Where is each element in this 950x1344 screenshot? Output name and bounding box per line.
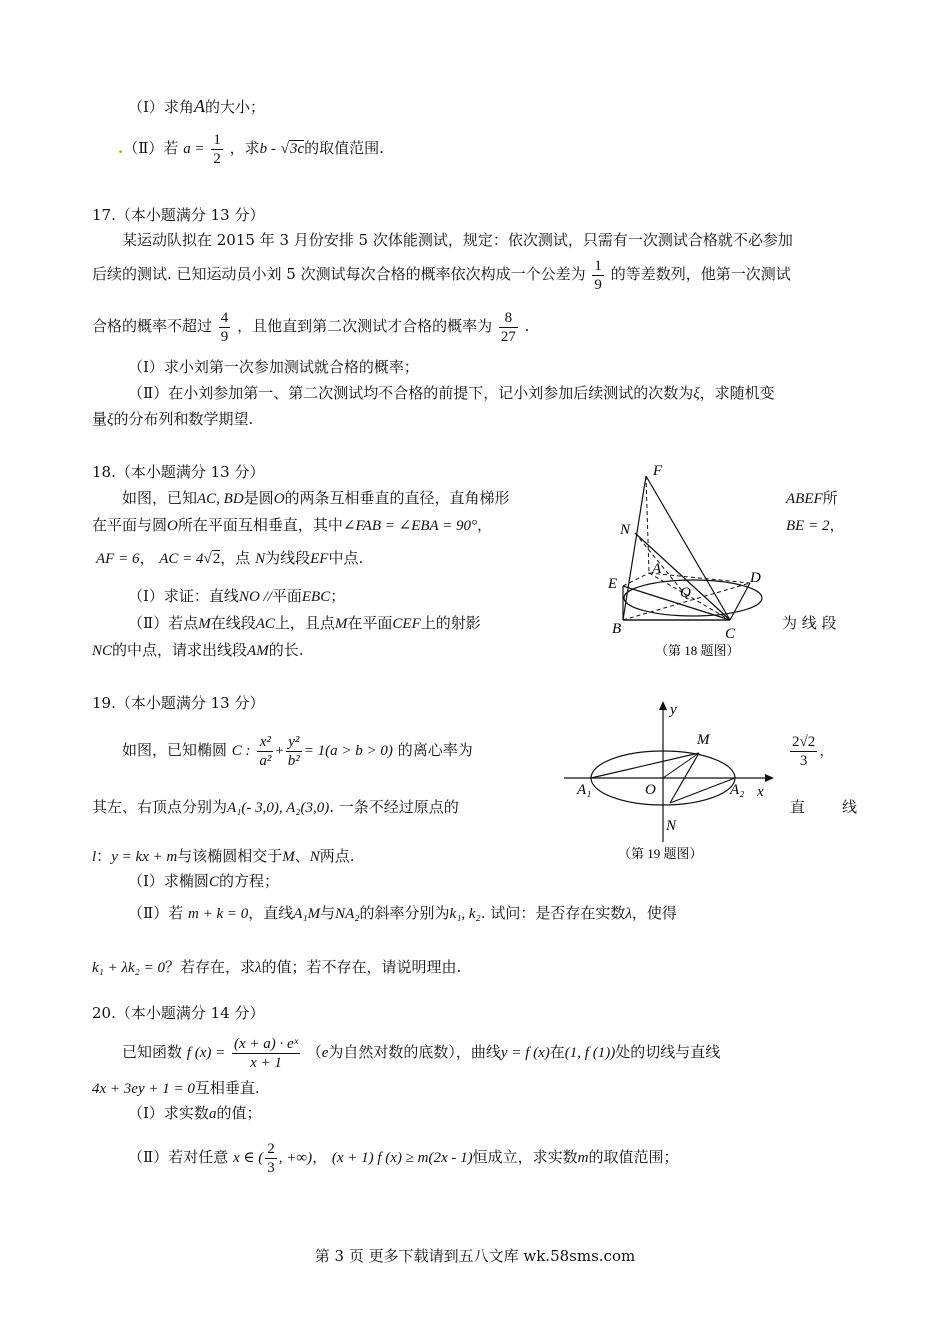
q19-label-o: O xyxy=(645,782,656,798)
q18-label-f: F xyxy=(653,463,663,479)
q19-line2-zhi: 直 xyxy=(790,798,806,816)
q19-part2-cont: k₁ + λk₂ = 0？若存在，求λ的值；若不存在，请说明理由. xyxy=(92,958,462,976)
q17-line1: 某运动队拟在 2015 年 3 月份安排 5 次体能测试，规定：依次测试，只需有一次测试合格就不必参加 xyxy=(122,231,793,249)
q17-part2: （Ⅱ）在小刘参加第一、第二次测试均不合格的前提下，记小刘参加后续测试的次数为ξ，求随机变 xyxy=(128,384,775,402)
q19-line1: 如图，已知椭圆 C : $\frac{\text{x²}}{\text{a²}}$ + $\frac{\text{y²}}{\text{b²}}$ = 1(a > b > 0) 的离心率为 xyxy=(122,733,473,769)
q18-line2-right: BE = 2， xyxy=(786,516,845,534)
q19-label-n: N xyxy=(666,818,677,834)
q19-line1-right: $\frac{2√2}{3}$ ， xyxy=(792,733,835,769)
q19-label-m: M xyxy=(697,732,710,748)
q18-figure xyxy=(600,458,780,663)
q19-line3: l：y = kx + m与该椭圆相交于M、N两点. xyxy=(92,847,355,865)
page-footer: 第 3 页 更多下载请到五八文库 wk.58sms.com xyxy=(314,1247,636,1265)
q20-line2: 4x + 3ey + 1 = 0互相垂直. xyxy=(92,1079,260,1097)
q18-line3: AF = 6， AC = 4√2，点 N为线段EF中点. xyxy=(96,549,364,567)
q19-label-y: y xyxy=(670,702,677,718)
q18-label-a: A xyxy=(652,561,662,577)
q17-part1: （Ⅰ）求小刘第一次参加测试就合格的概率； xyxy=(128,358,419,376)
q16-part2: .（Ⅱ）若 a = $\frac{1}{2}$ ，求b - √3c的取值范围. xyxy=(118,131,384,167)
q18-header: 18.（本小题满分 13 分） xyxy=(92,463,265,481)
q19-label-a2: A₂ xyxy=(730,782,745,798)
q20-part1: （Ⅰ）求实数a的值； xyxy=(128,1104,262,1122)
q20-part2: （Ⅱ）若对任意 x ∈ ( $\frac{2}{3}$ , +∞)， (x + 1) f (x) ≥ m(2x - 1)恒成立，求实数m的取值范围； xyxy=(128,1140,679,1176)
q18-label-d: D xyxy=(750,570,761,586)
q19-label-a1: A₁ xyxy=(577,782,592,798)
q19-part2: （Ⅱ）若 m + k = 0，直线A₁M与NA₂的斜率分别为k₁, k₂. 试问：是否存在实数λ，使得 xyxy=(128,904,677,922)
q18-part1: （Ⅰ）求证：直线NO //平面EBC； xyxy=(128,587,346,605)
q16-part1: （Ⅰ）求角A的大小； xyxy=(128,96,265,116)
q17-line3: 合格的概率不超过 $\frac{4}{9}$ ，且他直到第二次测试才合格的概率为 $\frac{8}{27}$ . xyxy=(92,309,530,345)
q18-part2-right: 为 线 段 xyxy=(782,614,837,632)
q19-figure xyxy=(560,700,775,870)
q18-label-e: E xyxy=(608,576,618,592)
q19-fig-caption: （第 19 题图） xyxy=(618,846,703,861)
q20-line1: 已知函数 f (x) = $\frac{\text{(x + a) · eˣ}}{x + 1}$ （e为自然对数的底数），曲线y = f (x)在(1, f (1))处的切线与直线 xyxy=(122,1035,721,1071)
q18-label-n: N xyxy=(620,522,631,538)
q19-header: 19.（本小题满分 13 分） xyxy=(92,694,265,712)
q17-header: 17.（本小题满分 13 分） xyxy=(92,206,265,224)
q18-line1: 如图，已知AC, BD是圆O的两条互相垂直的直径，直角梯形 xyxy=(122,489,510,507)
q19-label-x: x xyxy=(757,784,764,800)
q18-line2: 在平面与圆O所在平面互相垂直，其中∠FAB = ∠EBA = 90°， xyxy=(92,516,493,534)
q19-line2-xian: 线 xyxy=(842,798,858,816)
q17-part2-cont: 量ξ的分布列和数学期望. xyxy=(92,410,254,428)
q19-part1: （Ⅰ）求椭圆C的方程； xyxy=(128,872,279,890)
q18-label-b: B xyxy=(612,621,622,637)
q20-header: 20.（本小题满分 14 分） xyxy=(92,1004,265,1022)
q19-line2: 其左、右顶点分别为A₁(- 3,0), A₂(3,0). 一条不经过原点的 xyxy=(92,798,459,816)
q18-part2: （Ⅱ）若点M在线段AC上，且点M在平面CEF上的射影 xyxy=(128,614,481,632)
q17-line2: 后续的测试. 已知运动员小刘 5 次测试每次合格的概率依次构成一个公差为 $\frac{1}{9}$ 的等差数列，他第一次测试 xyxy=(92,257,791,293)
q18-line1-right: ABEF所 xyxy=(786,489,838,507)
q18-label-c: C xyxy=(725,626,736,642)
q18-label-q: Q xyxy=(680,585,691,601)
q18-fig-caption: （第 18 题图） xyxy=(655,643,740,658)
q18-part2-cont: NC的中点，请求出线段AM的长. xyxy=(92,641,304,659)
